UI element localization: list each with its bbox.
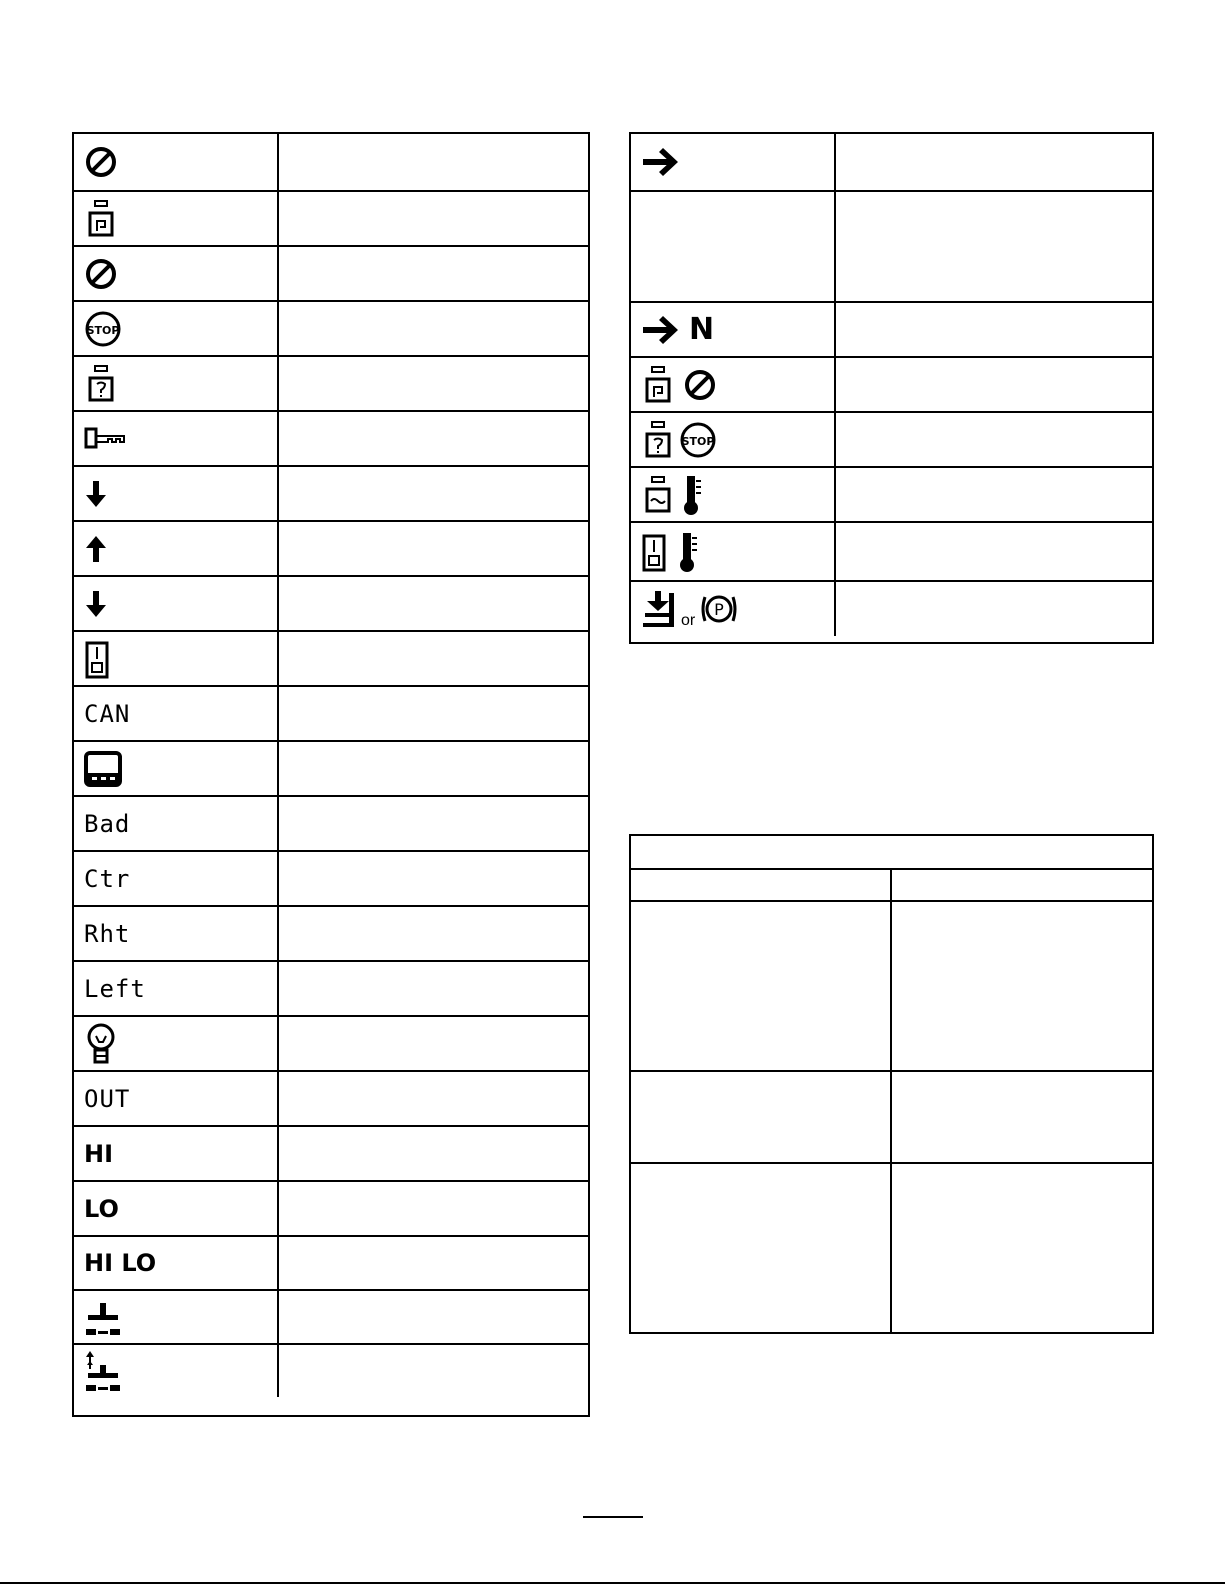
row-description [279, 302, 588, 355]
fluid-temp-icon [631, 523, 836, 580]
row-description [836, 358, 1152, 411]
row-description [279, 797, 588, 850]
row-description [279, 1237, 588, 1289]
table-row [631, 466, 1152, 521]
bad-label: Bad [74, 797, 279, 850]
table-row [74, 850, 588, 905]
parking-brake-icon [631, 582, 836, 636]
table-row [631, 301, 1152, 356]
row-description [836, 134, 1152, 190]
table-row [631, 1162, 1152, 1332]
ctr-label: Ctr [74, 852, 279, 905]
table-row [631, 411, 1152, 466]
table-row [74, 245, 588, 300]
left-label: Left [74, 962, 279, 1015]
arrow-down-icon [74, 467, 279, 520]
row-description [279, 357, 588, 410]
table-cell [631, 1072, 892, 1162]
fluid-level-icon [74, 632, 279, 685]
row-description [279, 1072, 588, 1125]
table-row [74, 1015, 588, 1070]
row-description [279, 687, 588, 740]
lower-table [629, 834, 1154, 1334]
no-symbol-icon [74, 247, 279, 300]
table-row [74, 740, 588, 795]
row-description [836, 468, 1152, 521]
empty-icon-cell [631, 192, 836, 301]
row-description [836, 192, 1152, 301]
table-row [631, 356, 1152, 411]
row-description [279, 412, 588, 465]
out-label: OUT [74, 1072, 279, 1125]
table-row [74, 134, 588, 190]
row-description [279, 1291, 588, 1343]
bottom-rule [0, 1582, 1225, 1584]
svg-text:P: P [714, 600, 725, 619]
row-description [279, 1017, 588, 1070]
engine-warning-icon [74, 192, 279, 245]
table-row [74, 410, 588, 465]
arrow-up-icon [74, 522, 279, 575]
table-row [74, 905, 588, 960]
row-description [279, 577, 588, 630]
row-description [279, 1127, 588, 1180]
column-header [892, 870, 1152, 900]
svg-text:STOP: STOP [681, 434, 715, 448]
traction-raise-icon [74, 1345, 279, 1397]
table-header-row [631, 868, 1152, 900]
table-row [74, 685, 588, 740]
row-description [836, 582, 1152, 636]
right-icon-table [629, 132, 1154, 644]
row-description [279, 247, 588, 300]
lightbulb-icon [74, 1017, 279, 1070]
or-label: or [681, 612, 696, 629]
table-row [74, 795, 588, 850]
engine-temp-icon [631, 468, 836, 521]
neutral-label: N [689, 312, 715, 347]
arrow-right-n-icon [631, 303, 836, 356]
table-row [74, 630, 588, 685]
rht-label: Rht [74, 907, 279, 960]
table-row [74, 575, 588, 630]
row-description [279, 632, 588, 685]
can-label: CAN [74, 687, 279, 740]
table-cell [631, 1164, 892, 1332]
table-row [74, 1343, 588, 1397]
table-row [631, 521, 1152, 580]
row-description [279, 907, 588, 960]
table-row [631, 1070, 1152, 1162]
table-row [631, 134, 1152, 190]
row-description [279, 852, 588, 905]
row-description [279, 962, 588, 1015]
table-row [74, 1289, 588, 1343]
table-row [631, 580, 1152, 636]
table-cell [892, 1072, 1152, 1162]
table-title-row [631, 836, 1152, 868]
table-title [631, 836, 1152, 868]
stop-icon [74, 302, 279, 355]
svg-text:STOP: STOP [86, 323, 120, 337]
hi-lo-label: HI LO [74, 1237, 279, 1289]
table-row [74, 1180, 588, 1235]
arrow-down-icon [74, 577, 279, 630]
hi-label: HI [74, 1127, 279, 1180]
table-row [631, 190, 1152, 301]
row-description [836, 523, 1152, 580]
traction-icon [74, 1291, 279, 1343]
table-row [74, 1125, 588, 1180]
key-icon [74, 412, 279, 465]
row-description [279, 742, 588, 795]
row-description [279, 192, 588, 245]
table-row [74, 300, 588, 355]
arrow-right-icon [631, 134, 836, 190]
engine-question-icon [74, 357, 279, 410]
table-cell [892, 902, 1152, 1070]
table-row [74, 355, 588, 410]
table-cell [892, 1164, 1152, 1332]
engine-stop-icon [631, 413, 836, 466]
table-row [74, 960, 588, 1015]
table-cell [631, 902, 892, 1070]
row-description [279, 1182, 588, 1235]
row-description [279, 1345, 588, 1397]
table-row [74, 190, 588, 245]
table-row [74, 1070, 588, 1125]
lo-label: LO [74, 1182, 279, 1235]
page-number-rule [583, 1516, 643, 1518]
table-row [74, 1235, 588, 1289]
left-icon-table [72, 132, 590, 1417]
row-description [279, 467, 588, 520]
row-description [836, 413, 1152, 466]
column-header [631, 870, 892, 900]
table-row [74, 520, 588, 575]
table-row [74, 465, 588, 520]
row-description [279, 522, 588, 575]
display-icon [74, 742, 279, 795]
table-row [631, 900, 1152, 1070]
engine-no-icon [631, 358, 836, 411]
no-symbol-icon [74, 134, 279, 190]
row-description [279, 134, 588, 190]
row-description [836, 303, 1152, 356]
